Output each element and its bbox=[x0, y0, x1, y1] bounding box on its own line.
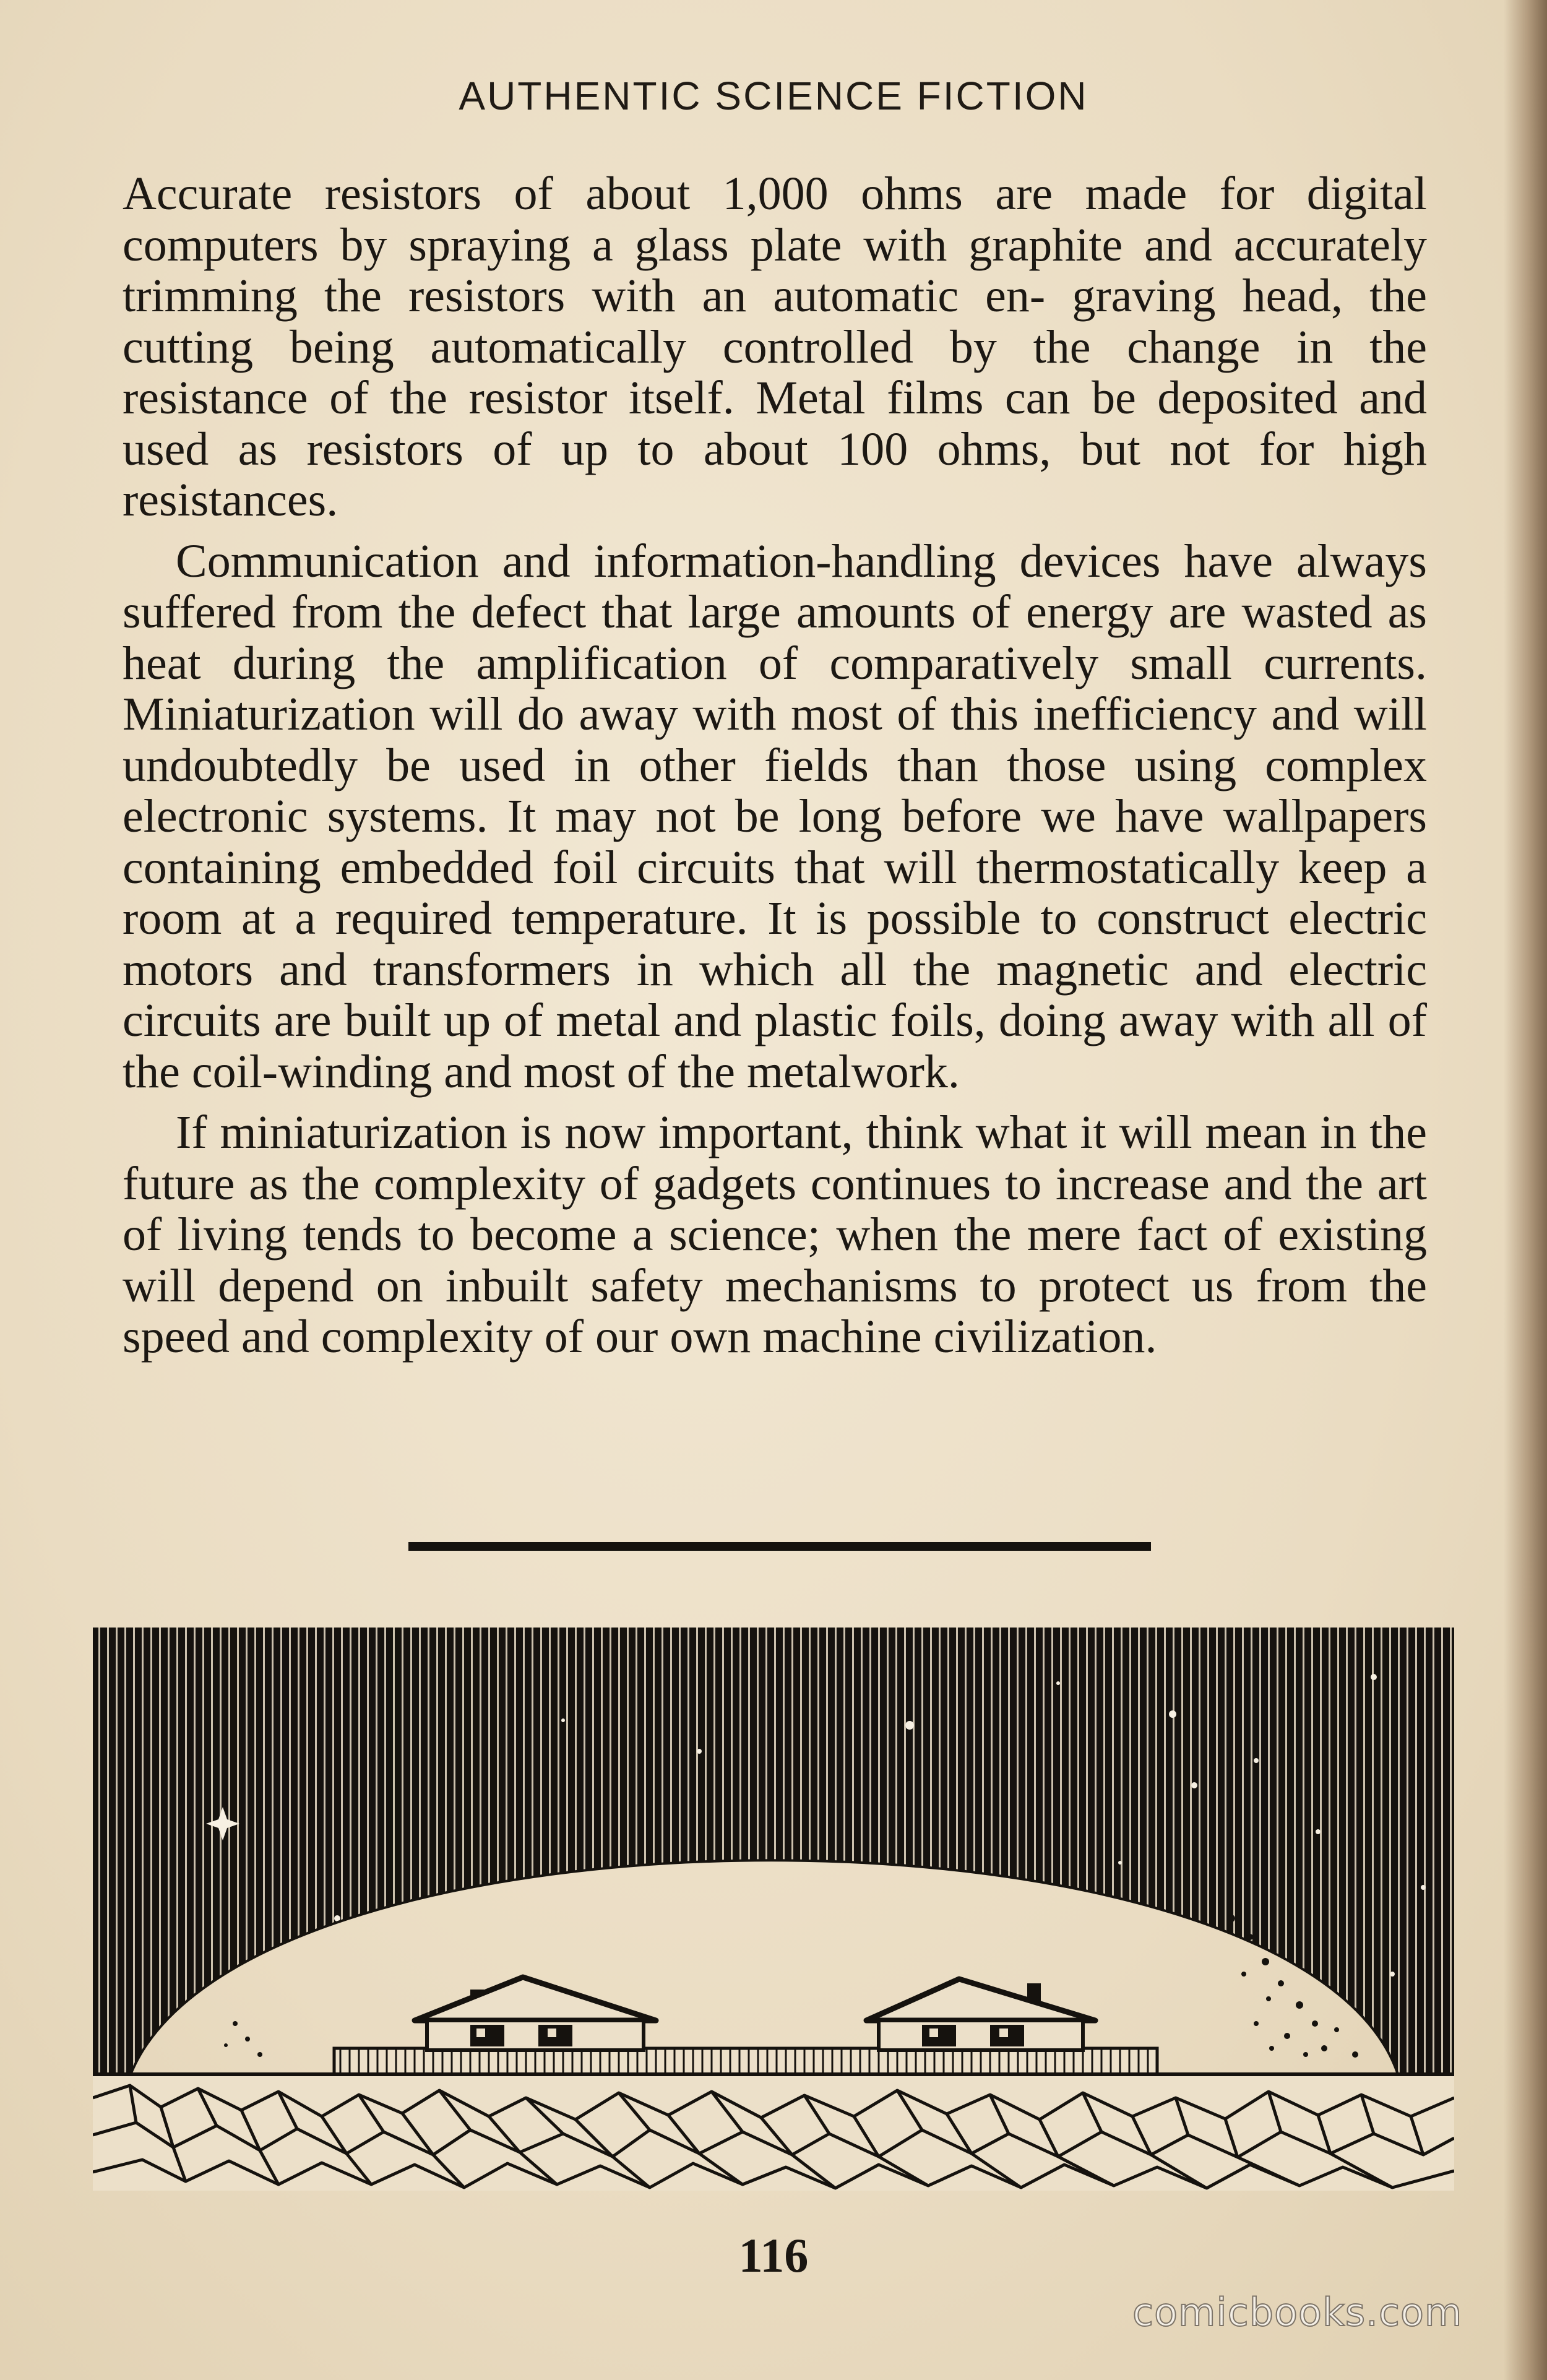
left-house bbox=[415, 1977, 656, 2050]
running-header: AUTHENTIC SCIENCE FICTION bbox=[459, 74, 1088, 118]
paragraph-3: If miniaturization is now important, think what it will mean in the future as the complexity of gadgets continues to increase and the art of living tends to become a science; when the mere fact of existing will depend on inbuilt safety mechanisms to protect us from the speed and complexity of our own machine civilization. bbox=[123, 1106, 1427, 1363]
paragraph-1: Accurate resistors of about 1,000 ohms are made for digital computers by spraying a glass plate with graphite and accurately trimming the resistors with an automatic en- graving head, the cutting being automatically controlled by the change in the resistance of the resistor itself. Metal films can be deposited and used as resistors of up to about 100 ohms, but not for high resistances. bbox=[123, 168, 1427, 526]
watermark-logo: comicbooks.com bbox=[1132, 2290, 1463, 2335]
paragraph-2: Communication and information-handling devices have always suffered from the defect that large amounts of energy are wasted as heat during the amplification of comparatively small currents. Miniaturization will do away with most of this inefficiency and will undoubtedly be used in other fields than those using complex electronic systems. It may not be long before we have wallpapers containing embedded foil circuits that will thermostatically keep a room at a required temperature. It is possible to construct electric motors and transformers in which all the magnetic and electric circuits are built up of metal and plastic foils, doing away with all of the coil-winding and most of the metalwork. bbox=[123, 535, 1427, 1098]
cracked-ground bbox=[93, 2074, 1454, 2191]
right-house bbox=[866, 1979, 1095, 2050]
fence-platform bbox=[334, 2048, 1157, 2074]
book-spine-shadow bbox=[1504, 0, 1547, 2380]
article-body bbox=[123, 168, 1427, 1373]
section-divider bbox=[408, 1542, 1151, 1551]
night-sky bbox=[93, 1628, 1454, 2076]
page-number: 116 bbox=[738, 2228, 809, 2282]
dome-houses-illustration bbox=[93, 1628, 1454, 2191]
dome-speckles bbox=[224, 1915, 1358, 2058]
